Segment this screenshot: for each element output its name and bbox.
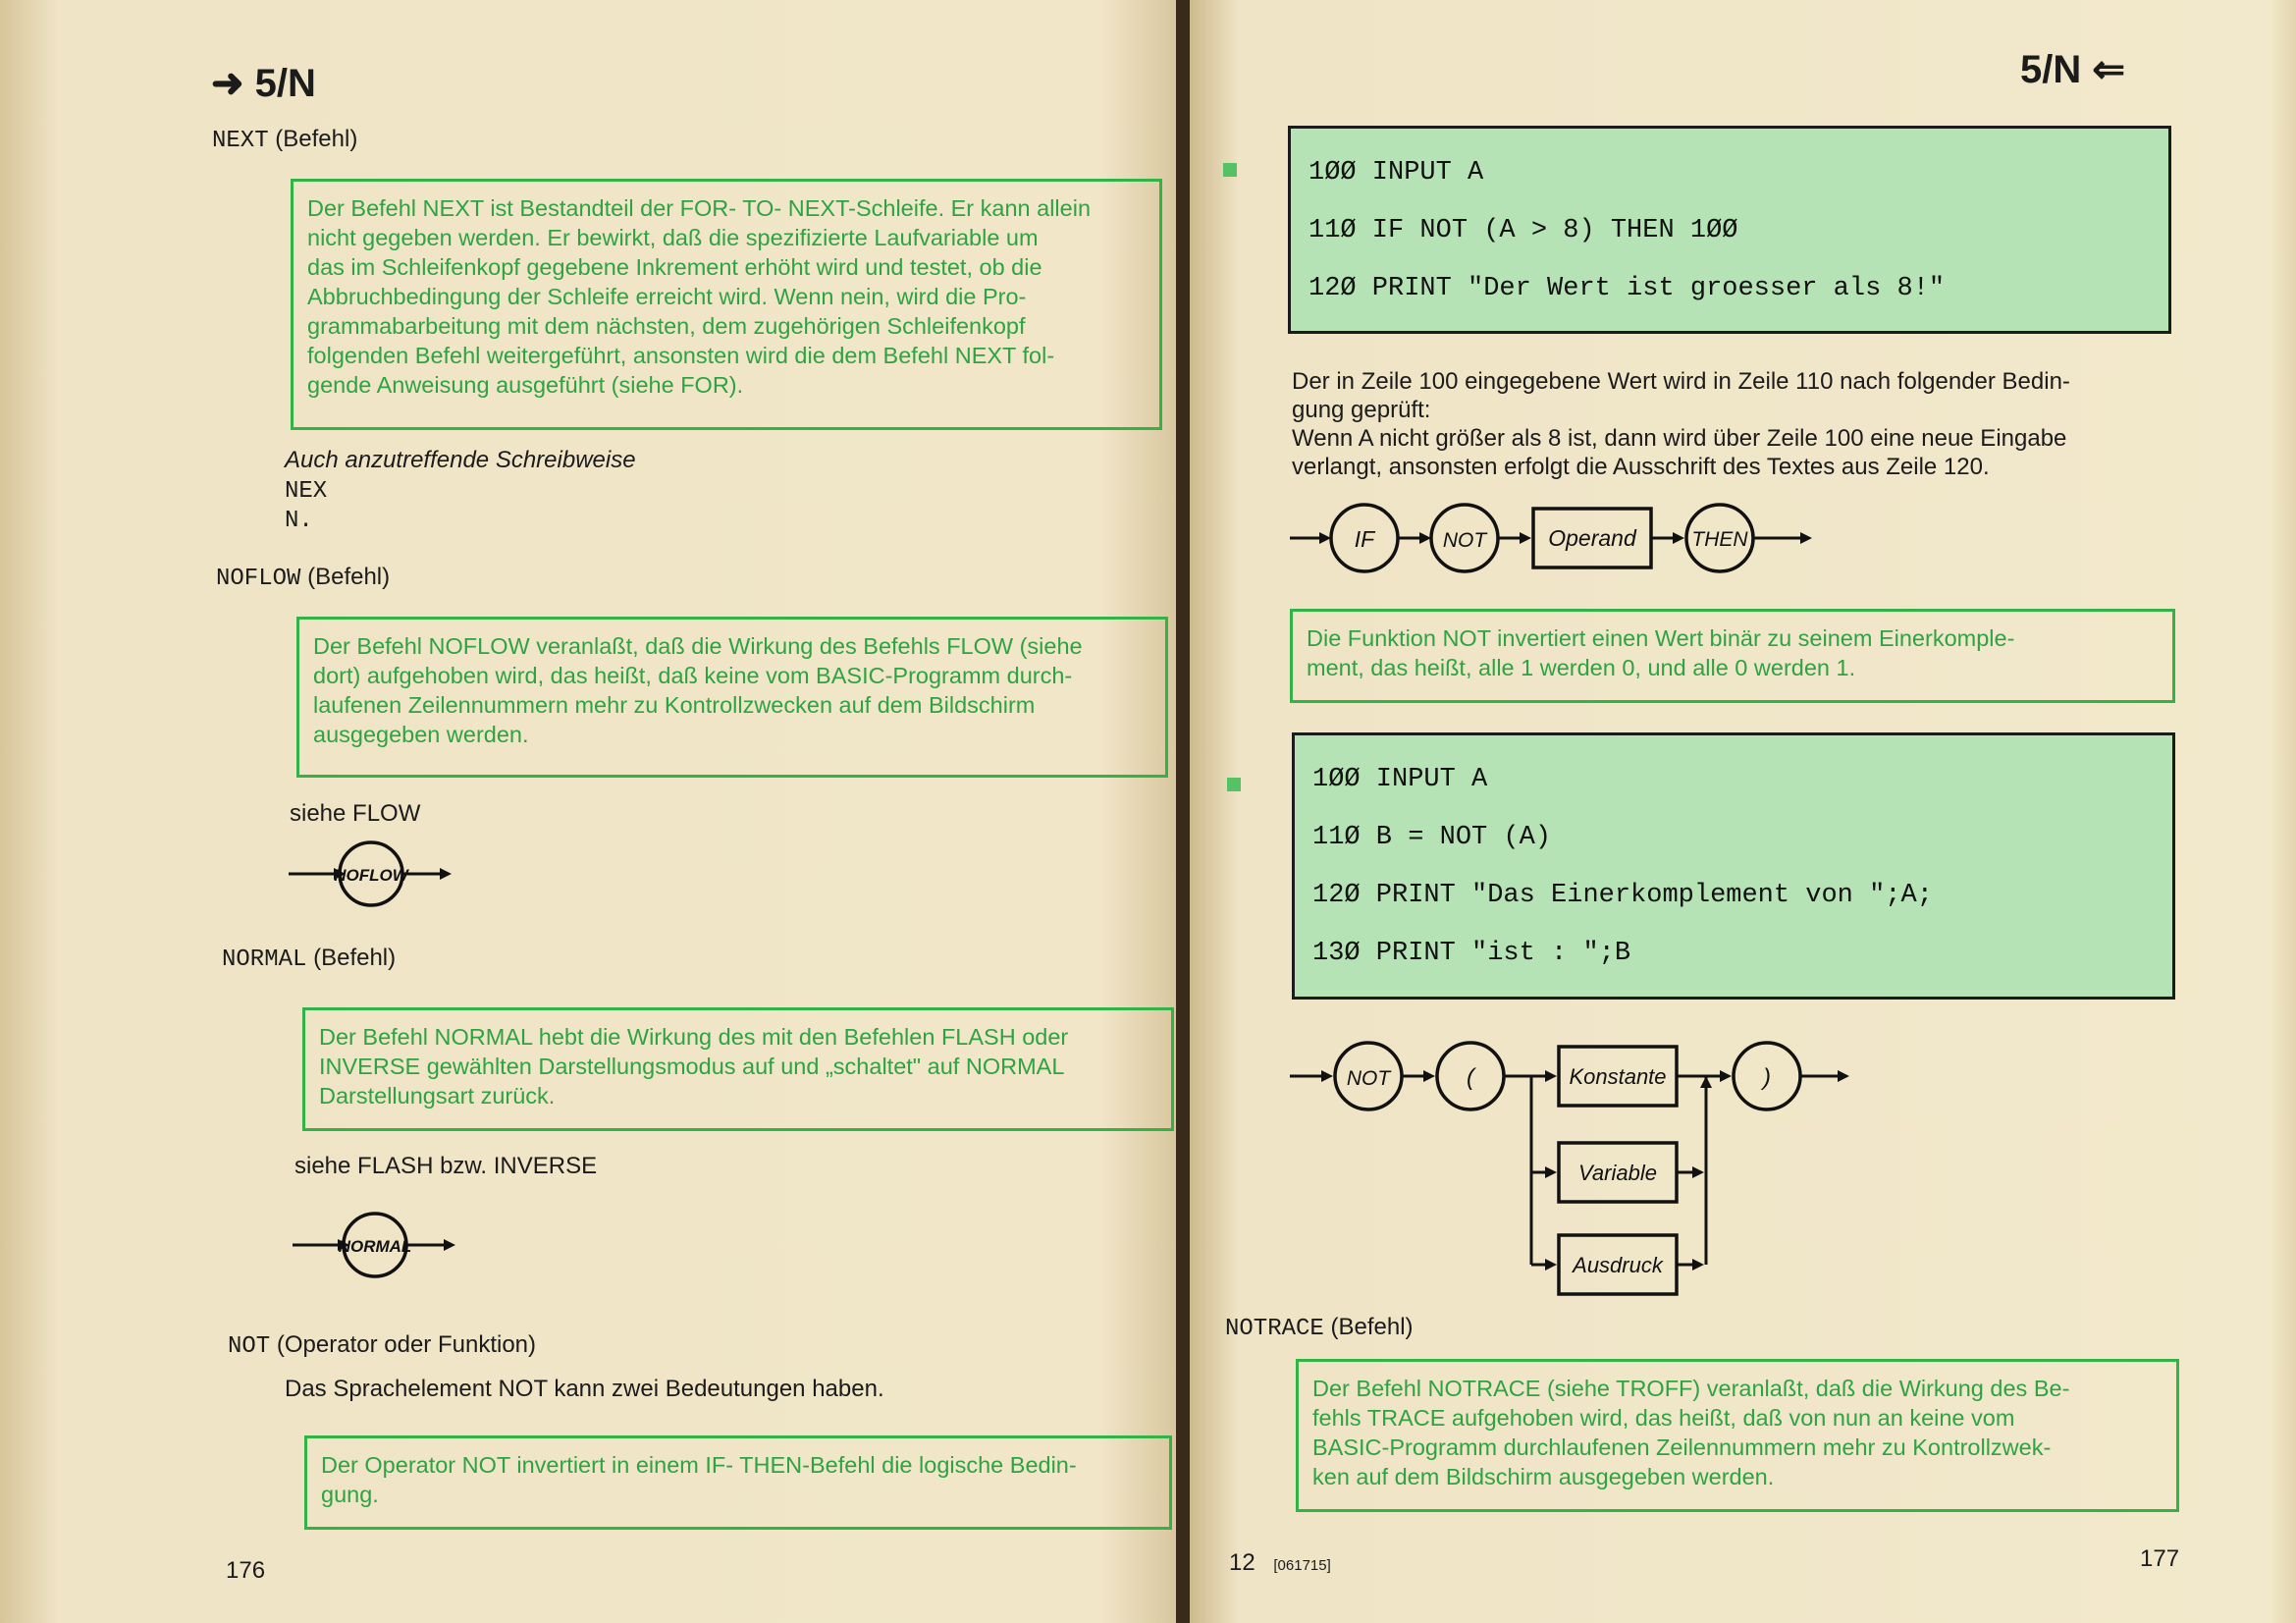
example-marker [1223,163,1237,177]
see-reference: siehe FLASH bzw. INVERSE [294,1153,598,1179]
next-description-box [291,179,1162,430]
text-line: dort) aufgehoben wird, das heißt, daß keine vom BASIC-Programm durch- [313,663,1073,688]
footer-left [1229,1549,1331,1577]
text-line: gung. [321,1482,379,1507]
text-line: laufenen Zeilennummern mehr zu Kontrollzwecken auf dem Bildschirm [313,692,1036,718]
arrow-left-icon: ⇐ [2092,48,2125,91]
section-number: 5/N [254,62,316,105]
code-line: 11Ø IF NOT (A > 8) THEN 1ØØ [1308,216,1738,245]
not-function-box [1290,609,2175,703]
text-line: Abbruchbedingung der Schleife erreicht wird. Wenn nein, wird die Pro- [307,284,1027,309]
diagram-node-not: NOT [1346,1067,1391,1090]
noflow-syntax-diagram [285,837,461,911]
diagram-node-label: NOFLOW [334,866,408,885]
code-example-2 [1292,732,2175,1000]
keyword-noflow: NOFLOW [216,566,301,592]
code-line: 11Ø B = NOT (A) [1312,823,1552,852]
keyword-normal: NORMAL [222,947,307,973]
section-heading-left [211,61,316,106]
code-line: 1ØØ INPUT A [1312,765,1488,794]
code-line: 1ØØ INPUT A [1308,158,1484,188]
arrow-right-icon: ➜ [211,62,244,105]
alt-spelling-title: Auch anzutreffende Schreibweise [285,447,636,473]
alt-form: N. [285,508,313,534]
diagram-node-then: THEN [1691,528,1748,551]
section-heading-right [2020,47,2125,92]
keyword-next: NEXT [212,128,269,154]
text-line: gung geprüft: [1292,397,1431,423]
notrace-description-box [1296,1359,2179,1512]
not-intro-text: Das Sprachelement NOT kann zwei Bedeutungen haben. [285,1376,884,1402]
text-line: gende Anweisung ausgeführt (siehe FOR). [307,372,744,398]
text-line: BASIC-Programm durchlaufenen Zeilennummern mehr zu Kontrollzwek- [1312,1434,2052,1460]
right-page [1190,0,2296,1623]
text-line: Der in Zeile 100 eingegebene Wert wird in Zeile 110 nach folgender Bedin- [1292,368,2070,395]
entry-type: (Befehl) [275,126,358,152]
text-line: Darstellungsart zurück. [319,1083,556,1109]
diagram-node-if: IF [1354,526,1375,552]
diagram-node-label: NORMAL [338,1237,412,1256]
footer-sheet-number: 12 [1229,1549,1255,1576]
page-number-left: 176 [226,1557,266,1584]
entry-next-title [212,126,357,154]
normal-description-box [302,1007,1174,1131]
text-line: verlangt, ansonsten erfolgt die Ausschrift des Textes aus Zeile 120. [1292,454,1990,480]
text-line: Wenn A nicht größer als 8 ist, dann wird über Zeile 100 eine neue Eingabe [1292,425,2067,452]
entry-not-title [228,1331,536,1360]
text-line: Die Funktion NOT invertiert einen Wert binär zu seinem Einerkomple- [1307,625,2015,651]
entry-notrace-title [1225,1314,1414,1342]
text-line: folgenden Befehl weitergeführt, ansonsten wird die dem Befehl NEXT fol- [307,343,1055,368]
text-line: INVERSE gewählten Darstellungsmodus auf und „schaltet" auf NORMAL [319,1054,1065,1079]
text-line: das im Schleifenkopf gegebene Inkrement erhöht wird und testet, ob die [307,254,1042,280]
see-reference: siehe FLOW [290,800,421,827]
keyword-not: NOT [228,1333,271,1360]
not-function-syntax-diagram [1288,1033,1896,1304]
diagram-node-not: NOT [1442,529,1487,552]
text-line: Der Befehl NORMAL hebt die Wirkung des mit den Befehlen FLASH oder [319,1024,1069,1050]
diagram-node-open-paren: ( [1467,1064,1474,1091]
example-marker [1227,778,1241,791]
entry-type: (Befehl) [1330,1314,1414,1340]
text-line: Der Befehl NOFLOW veranlaßt, daß die Wirkung des Befehls FLOW (siehe [313,633,1083,659]
footer-print-code: [061715] [1273,1557,1331,1574]
entry-normal-title [222,945,396,973]
code-line: 12Ø PRINT "Der Wert ist groesser als 8!" [1308,274,1946,303]
text-line: ment, das heißt, alle 1 werden 0, und alle 0 werden 1. [1307,655,1856,680]
entry-noflow-title [216,564,390,592]
entry-type: (Befehl) [307,564,391,590]
diagram-node-konstante: Konstante [1569,1064,1667,1089]
book-gutter [1176,0,1190,1623]
text-line: ken auf dem Bildschirm ausgegeben werden. [1312,1464,1775,1489]
text-line: grammabarbeitung mit dem nächsten, dem zugehörigen Schleifenkopf [307,313,1026,339]
alt-form: NEX [285,478,328,505]
text-line: fehls TRACE aufgehoben wird, das heißt, daß von nun an keine vom [1312,1405,2015,1431]
text-line: Der Befehl NOTRACE (siehe TROFF) veranlaßt, daß die Wirkung des Be- [1312,1376,2070,1401]
page-number-right: 177 [2140,1545,2180,1572]
code-line: 12Ø PRINT "Das Einerkomplement von ";A; [1312,881,1933,910]
text-line: nicht gegeben werden. Er bewirkt, daß die spezifizierte Laufvariable um [307,225,1039,250]
text-line: Der Operator NOT invertiert in einem IF- THEN-Befehl die logische Bedin- [321,1452,1077,1478]
code-explanation [1292,367,2175,481]
text-line: ausgegeben werden. [313,722,529,747]
code-example-1 [1288,126,2171,334]
code-line: 13Ø PRINT "ist : ";B [1312,939,1631,968]
diagram-node-ausdruck: Ausdruck [1573,1253,1663,1277]
diagram-node-close-paren: ) [1763,1064,1771,1091]
section-number: 5/N [2020,48,2082,91]
normal-syntax-diagram [289,1208,465,1282]
entry-type: (Befehl) [313,945,397,971]
diagram-node-operand: Operand [1548,525,1636,551]
entry-type: (Operator oder Funktion) [276,1331,537,1358]
diagram-node-variable: Variable [1578,1161,1657,1185]
not-operator-box [304,1435,1172,1530]
text-line: Der Befehl NEXT ist Bestandteil der FOR- TO- NEXT-Schleife. Er kann allein [307,195,1092,221]
noflow-description-box [296,617,1168,778]
keyword-notrace: NOTRACE [1225,1316,1324,1342]
if-not-syntax-diagram [1288,497,1896,579]
